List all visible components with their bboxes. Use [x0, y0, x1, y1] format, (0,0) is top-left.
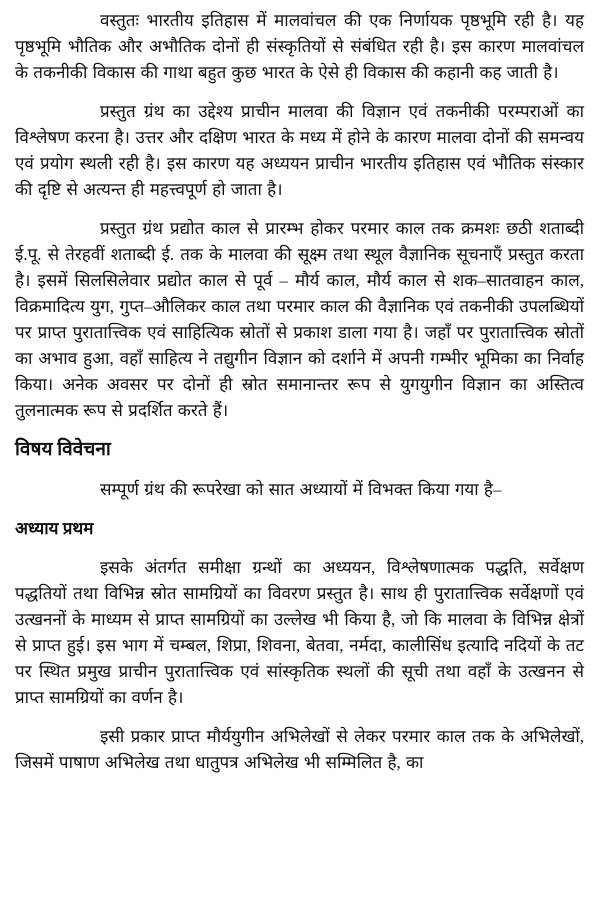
paragraph-inscriptions-truncated: इसी प्रकार प्राप्त मौर्ययुगीन अभिलेखों से लेकर परमार काल तक के अभिलेखों, जिसमें पाषाण अभिलेख तथा धातुपत्र अभिलेख भी सम्मिलित है, का: [15, 727, 584, 772]
paragraph-malwa-background: वस्तुतः भारतीय इतिहास में मालवांचल की एक निर्णायक पृष्ठभूमि रही है। यह पृष्ठभूमि भौतिक और अभौतिक दोनों ही संस्कृतियों से संबंधित रही है। इस कारण मालवांचल के तकनीकी विकास की गाथा बहुत कुछ भारत के ऐसे ही विकास की कहानी कह जाती है।: [15, 11, 584, 82]
paragraph-book-outline: सम्पूर्ण ग्रंथ की रूपरेखा को सात अध्यायों में विभक्त किया गया है–: [100, 480, 502, 499]
section-heading-vishay-vivechana: विषय विवेचना: [15, 439, 111, 460]
paragraph-book-scope: प्रस्तुत ग्रंथ प्रद्योत काल से प्रारम्भ होकर परमार काल तक क्रमशः छठी शताब्दी ई.पू. से तेरहवीं शताब्दी ई. तक के मालवा की सूक्ष्म तथा स्थूल वैज्ञानिक सूचनाएँ प्रस्तुत करता है। इसमें सिलसिलेवार प्रद्योत काल से पूर्व – मौर्य काल, मौर्य काल से शक–सातवाहन काल, विक्रमादित्य युग, गुप्त–औलिकर काल तथा परमार काल की वैज्ञानिक एवं तकनीकी उपलब्धियों पर प्राप्त पुरातात्त्विक एवं साहित्यिक स्रोतों से प्रकाश डाला गया है। जहाँ पर पुरातात्त्विक स्रोतों का अभाव हुआ, वहाँ साहित्य ने तद्युगीन विज्ञान को दर्शाने में अपनी गम्भीर भूमिका का निर्वाह किया। अनेक अवसर पर दोनों ही स्रोत समानान्तर रूप से युगयुगीन विज्ञान का अस्तित्व तुलनात्मक रूप से प्रदर्शित करते हैं।: [15, 219, 584, 420]
paragraph-book-objective: प्रस्तुत ग्रंथ का उद्देश्य प्राचीन मालवा की विज्ञान एवं तकनीकी परम्पराओं का विश्लेषण करना है। उत्तर और दक्षिण भारत के मध्य में होने के कारण मालवा दोनों की समन्वय एवं प्रयोग स्थली रही है। इस कारण यह अध्ययन प्राचीन भारतीय इतिहास एवं भौतिक संस्कार की दृष्टि से अत्यन्त ही महत्त्वपूर्ण हो जाता है।: [15, 102, 584, 199]
chapter-heading-adhyay-pratham: अध्याय प्रथम: [15, 519, 94, 538]
paragraph-chapter-one-summary: इसके अंतर्गत समीक्षा ग्रन्थों का अध्ययन, विश्लेषणात्मक पद्धति, सर्वेक्षण पद्धतियों तथा विभिन्न स्रोत सामग्रियों का विवरण प्रस्तुत है। साथ ही पुरातात्त्विक सर्वेक्षणों एवं उत्खननों के माध्यम से प्राप्त सामग्रियों का उल्लेख भी किया है, जो कि मालवा के विभिन्न क्षेत्रों से प्राप्त हुई। इस भाग में चम्बल, शिप्रा, शिवना, बेतवा, नर्मदा, कालीसिंध इत्यादि नदियों के तट पर स्थित प्रमुख प्राचीन पुरातात्त्विक एवं सांस्कृतिक स्थलों की सूची तथा वहाँ के उत्खनन से प्राप्त सामग्रियों का वर्णन है।: [15, 558, 584, 707]
